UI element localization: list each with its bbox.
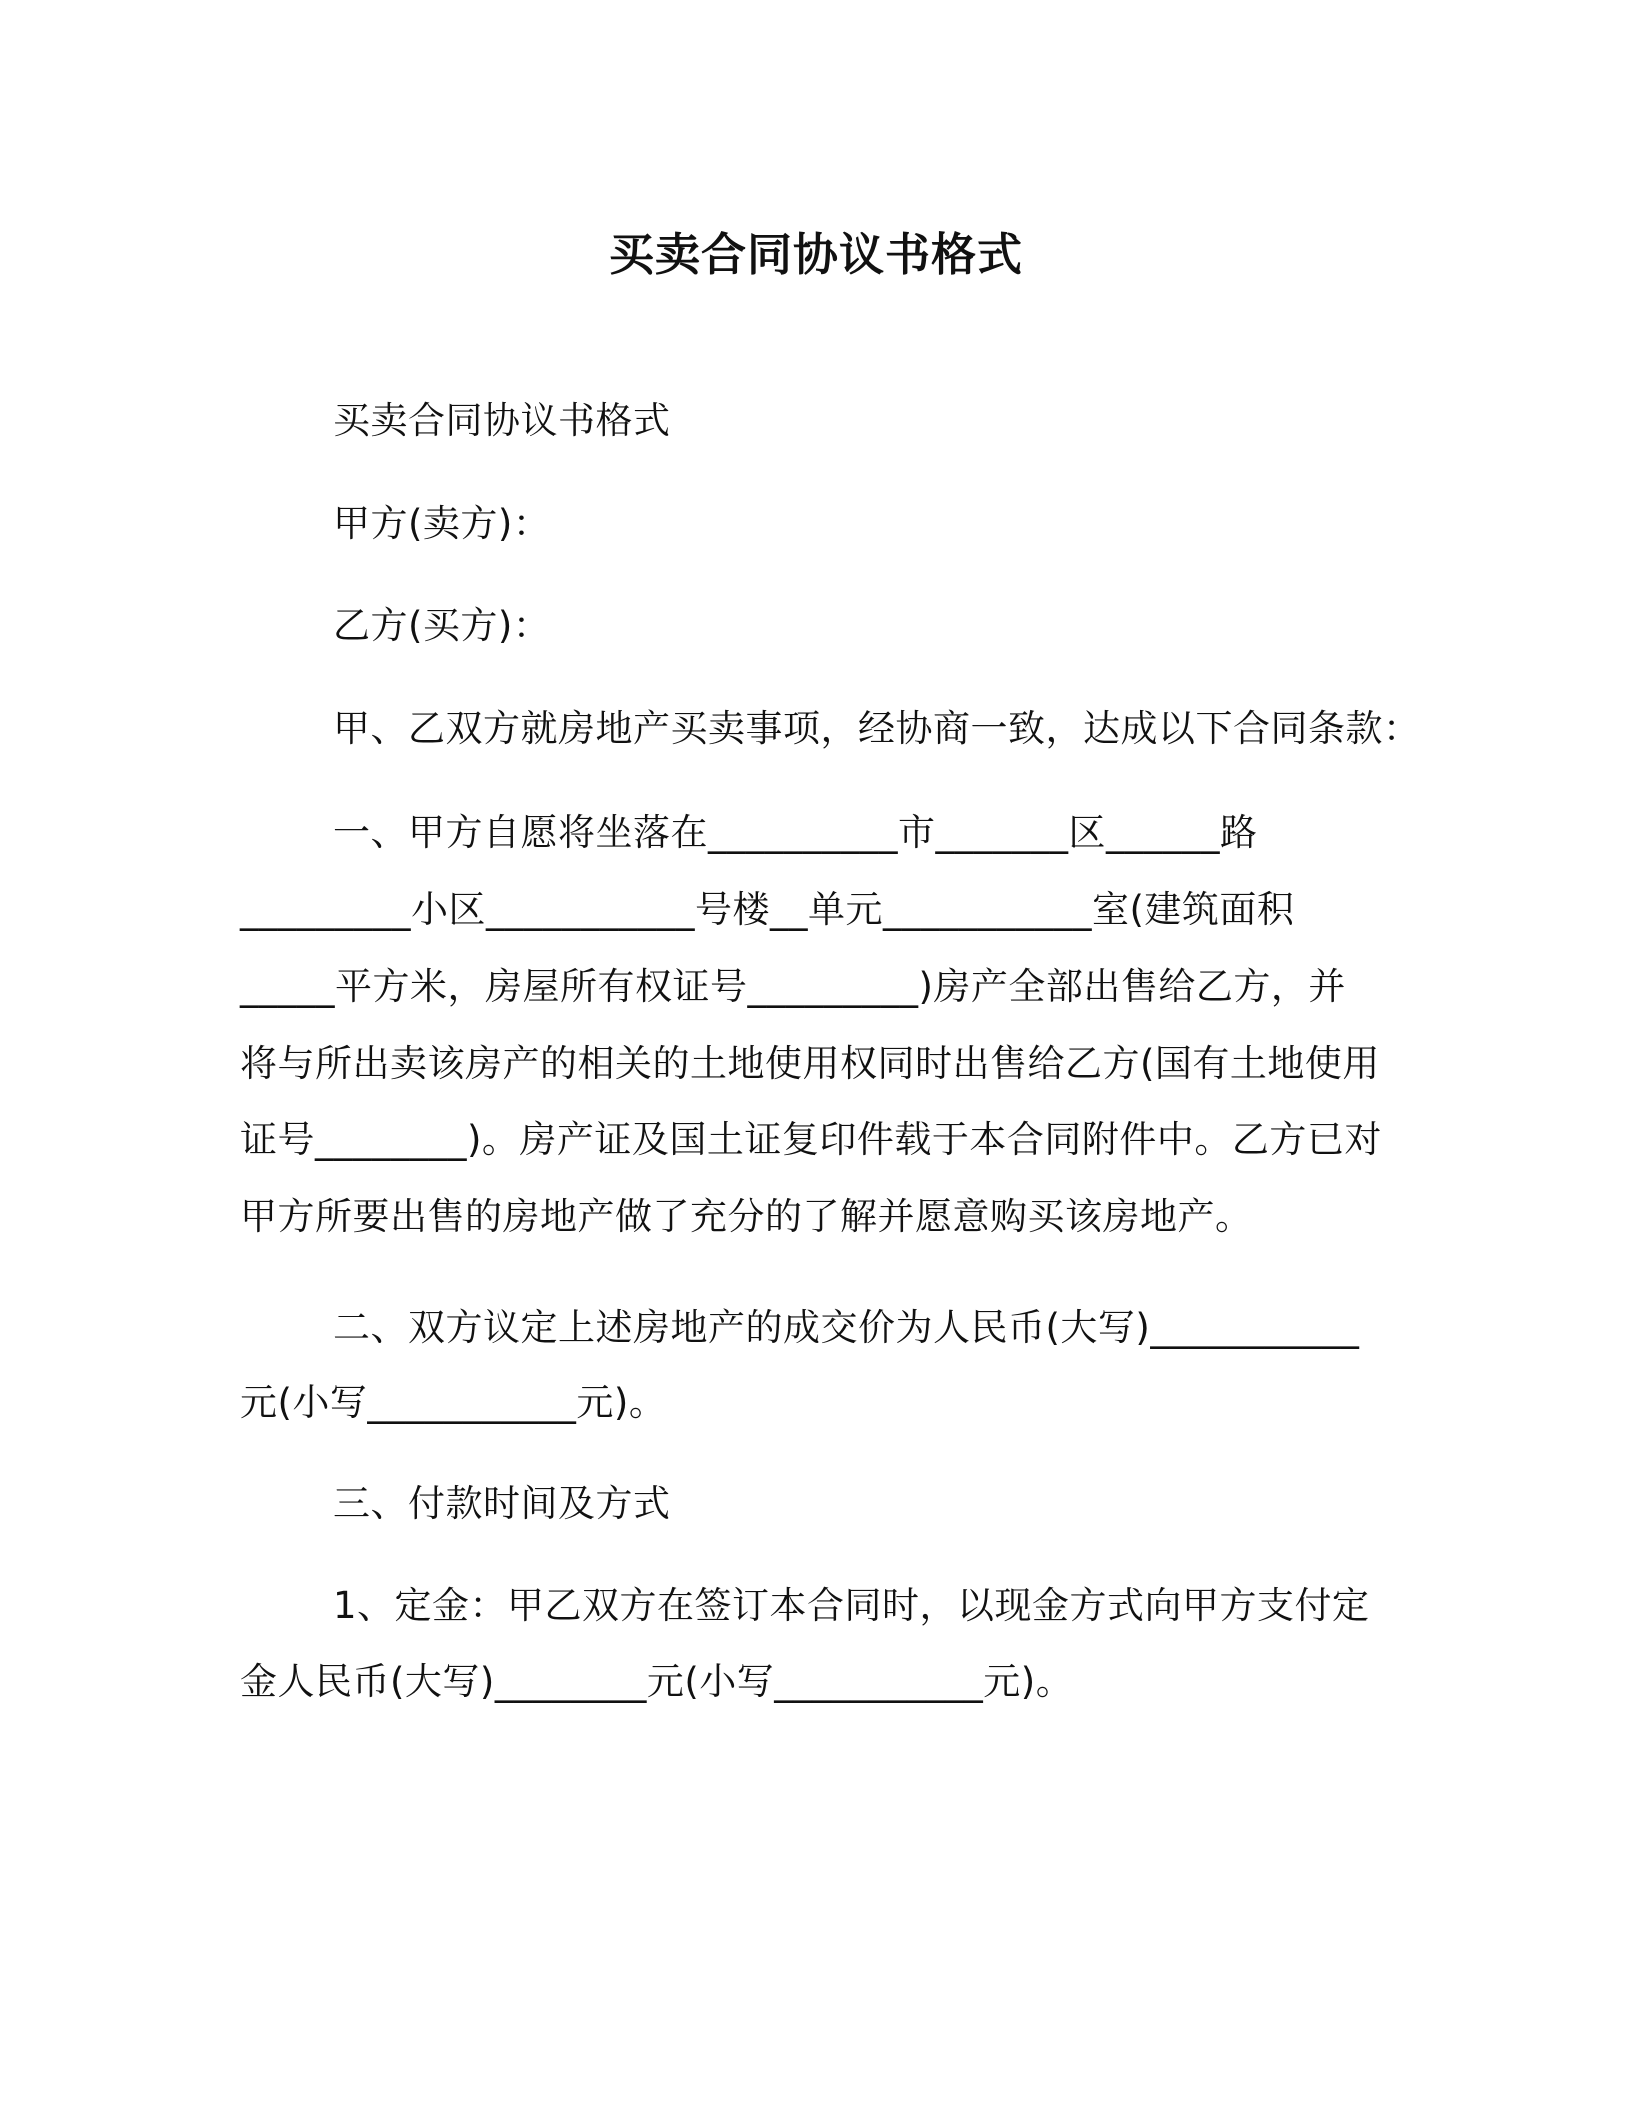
clause-1-line-2: _________小区___________号楼__单元___________室(建筑面积 xyxy=(240,888,1295,931)
deposit-line-1: 1、定金：甲乙双方在签订本合同时，以现金方式向甲方支付定 xyxy=(333,1584,1370,1627)
agreement-intro-line: 甲、乙双方就房地产买卖事项，经协商一致，达成以下合同条款： xyxy=(333,707,1421,750)
clause-1-line-5: 证号________)。房产证及国土证复印件载于本合同附件中。乙方已对 xyxy=(240,1118,1382,1161)
clause-1-line-4: 将与所出卖该房产的相关的土地使用权同时出售给乙方(国有土地使用 xyxy=(240,1042,1380,1085)
clause-1-line-6: 甲方所要出售的房地产做了充分的了解并愿意购买该房地产。 xyxy=(240,1195,1253,1238)
document-title: 买卖合同协议书格式 xyxy=(608,228,1023,281)
clause-1-line-1: 一、甲方自愿将坐落在__________市_______区______路 xyxy=(333,811,1258,854)
clause-3-heading: 三、付款时间及方式 xyxy=(333,1482,671,1525)
party-b-line: 乙方(买方)： xyxy=(333,604,551,647)
heading-line: 买卖合同协议书格式 xyxy=(333,399,671,442)
deposit-line-2: 金人民币(大写)________元(小写___________元)。 xyxy=(240,1660,1074,1703)
clause-2-line-2: 元(小写___________元)。 xyxy=(240,1381,667,1424)
party-a-line: 甲方(卖方)： xyxy=(333,502,551,545)
clause-2-line-1: 二、双方议定上述房地产的成交价为人民币(大写)___________ xyxy=(333,1306,1360,1349)
clause-1-line-3: _____平方米，房屋所有权证号_________)房产全部出售给乙方，并 xyxy=(240,965,1346,1008)
